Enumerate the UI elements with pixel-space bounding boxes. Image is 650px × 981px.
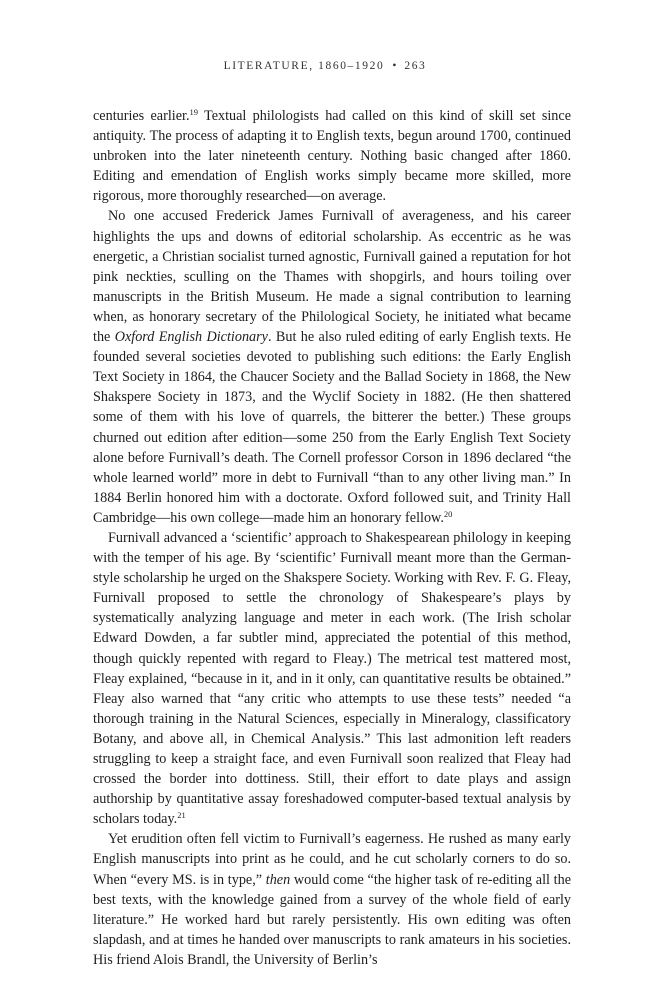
- paragraph: [93, 106, 571, 206]
- text-run: would come “the higher task of re-editing all the best texts, with the knowledge gained from a survey of the whole field of early literature.” He worked hard but rarely persistently. His own editing was often slapdash, and at times he handed over manuscripts to rank amateurs in his societies. His friend Alois Brandl, the University of Berlin’s: [93, 871, 571, 968]
- text-run: . But he also ruled editing of early English texts. He founded several societies devoted to publishing such editions: the Early English Text Society in 1864, the Chaucer Society and the Ballad Society in 1868, the New Shakspere Society in 1873, and the Wyclif Society in 1882. (He then shattered some of them with his love of quarrels, the bitterer the better.) These groups churned out edition after edition—some 250 from the Early English Text Society alone before Furnivall’s death. The Cornell professor Corson in 1896 declared “the whole learned world” more in debt to Furnivall “than to any other living man.” In 1884 Berlin honored him with a doctorate. Oxford followed suit, and Trinity Hall Cambridge—his own college—made him an honorary fellow.: [93, 329, 571, 526]
- italic-text: Oxford English Dictionary: [114, 329, 268, 346]
- paragraph: [93, 206, 571, 528]
- body-text: [93, 106, 571, 970]
- running-head-section: LITERATURE, 1860–1920: [223, 60, 385, 72]
- paragraph: [93, 829, 571, 970]
- text-run: No one accused Frederick James Furnivall of averageness, and his career highlights the ups and downs of editorial scholarship. As eccentric as he was energetic, a Christian socialist turned agnostic, Furnivall gained a reputation for hot pink neckties, sculling on the Thames with shopgirls, and hours toiling over manuscripts in the British Museum. He made a signal contribution to learning when, as honorary secretary of the Philological Society, he initiated what became the: [93, 208, 571, 346]
- running-head-separator: •: [392, 60, 397, 72]
- text-run: centuries earlier.: [93, 108, 190, 124]
- running-head: [0, 60, 650, 72]
- paragraph: [93, 528, 571, 829]
- footnote-ref: 20: [443, 508, 453, 519]
- page-number: 263: [404, 60, 427, 72]
- italic-text: then: [265, 871, 291, 888]
- footnote-ref: 21: [177, 810, 186, 821]
- text-run: Yet erudition often fell victim to Furnivall’s eagerness. He rushed as many early English manuscripts into print as he could, and he cut scholarly corners to do so. When “every MS. is in type,”: [93, 831, 571, 888]
- footnote-ref: 19: [189, 107, 198, 117]
- text-run: Textual philologists had called on this kind of skill set since antiquity. The process of adapting it to English texts, begun around 1700, continued unbroken into the later nineteenth century. Nothing basic changed after 1860. Editing and emendation of English works simply became more skilled, more rigorous, more thoroughly researched—on average.: [93, 108, 571, 205]
- text-run: Furnivall advanced a ‘scientific’ approach to Shakespearean philology in keeping with the temper of his age. By ‘scientific’ Furnivall meant more than the German-style scholarship he urged on the Shakspere Society. Working with Rev. F. G. Fleay, Furnivall proposed to settle the chronology of Shakespeare’s plays by systematically analyzing language and meter in each work. (The Irish scholar Edward Dowden, a far subtler mind, appreciated the potential of this method, though quickly repented with regard to Fleay.) The metrical test mattered most, Fleay explained, “because in it, and in it only, can quantitative results be obtained.” Fleay also warned that “any critic who attempts to use these tests” needed “a thorough training in the Natural Sciences, especially in Mineralogy, classificatory Botany, and above all, in Chemical Analysis.” This last admonition left readers struggling to keep a straight face, and even Furnivall soon realized that Fleay had crossed the border into dottiness. Still, their effort to date plays and assign authorship by quantitative assay foreshadowed computer-based textual analysis by scholars today.: [93, 529, 571, 828]
